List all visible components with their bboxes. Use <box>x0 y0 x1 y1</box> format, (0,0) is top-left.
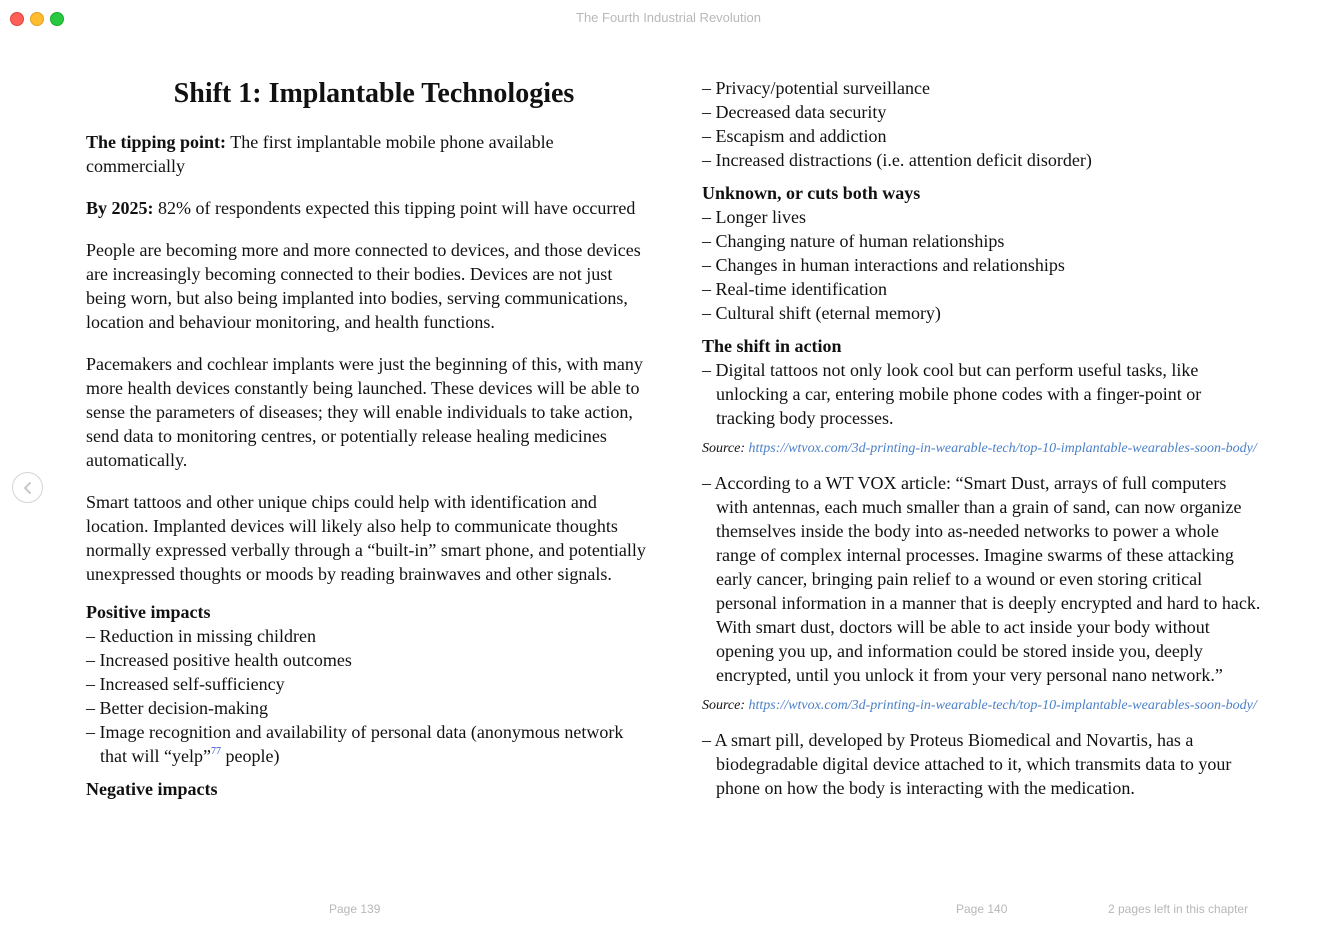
list-item: – Changes in human interactions and relationships <box>702 253 1262 277</box>
title-bar <box>0 0 1337 38</box>
left-page <box>86 76 646 801</box>
chapter-progress: 2 pages left in this chapter <box>1108 902 1249 916</box>
list-item <box>86 720 646 768</box>
unknown-impacts-section <box>702 181 1262 325</box>
negative-impacts-continued <box>702 76 1262 172</box>
footnote-link[interactable]: 77 <box>210 746 221 757</box>
list-item: – Reduction in missing children <box>86 624 646 648</box>
list-item: – Increased positive health outcomes <box>86 648 646 672</box>
tipping-point-text: The first implantable mobile phone available commercially <box>86 132 554 176</box>
shift-in-action-list <box>702 358 1262 430</box>
tipping-point-paragraph <box>86 130 646 178</box>
chapter-heading: Shift 1: Implantable Technologies <box>173 78 575 109</box>
negative-impacts-list <box>702 76 1262 172</box>
list-item: – Increased self-sufficiency <box>86 672 646 696</box>
body-paragraph: Pacemakers and cochlear implants were just the beginning of this, with many more health devices constantly being launched. These devices will be able to sense the parameters of diseases; they will enable individuals to take action, send data to monitoring centres, or potentially release healing medicines automatically. <box>86 354 643 470</box>
unknown-impacts-list <box>702 205 1262 325</box>
list-item: – Real-time identification <box>702 277 1262 301</box>
list-item: – Decreased data security <box>702 100 1262 124</box>
positive-impacts-section <box>86 600 646 768</box>
by-2025-paragraph <box>86 196 646 220</box>
list-item: – Escapism and addiction <box>702 124 1262 148</box>
shift-in-action-section <box>702 334 1262 800</box>
chevron-left-icon <box>22 481 34 495</box>
body-paragraph: People are becoming more and more connected to devices, and those devices are increasingly becoming connected to their bodies. Devices are not just being worn, but also being implanted into bodies, serving communications, location and behaviour monitoring, and health functions. <box>86 240 641 332</box>
source-citation <box>702 697 1262 714</box>
list-item: – Privacy/potential surveillance <box>702 76 1262 100</box>
list-item-text: Image recognition and availability of personal data (anonymous network that will “yelp” <box>99 722 624 766</box>
list-item: – Better decision-making <box>86 696 646 720</box>
by-2025-text: 82% of respondents expected this tipping point will have occurred <box>153 198 636 218</box>
by-2025-label: By 2025: <box>86 198 154 218</box>
window-title: The Fourth Industrial Revolution <box>576 10 761 25</box>
list-item: – Longer lives <box>702 205 1262 229</box>
list-item: – A smart pill, developed by Proteus Biomedical and Novartis, has a biodegradable digital device attached to it, which transmits data to your phone on how the body is interacting with the medication. <box>702 728 1262 800</box>
source-citation <box>702 440 1262 457</box>
positive-impacts-heading: Positive impacts <box>86 602 211 622</box>
body-paragraph: Smart tattoos and other unique chips could help with identification and location. Implanted devices will likely also help to communicate thoughts normally expressed verbally through a “built-in” smart phone, and potentially unexpressed thoughts or moods by reading brainwaves and other signals. <box>86 492 646 584</box>
shift-in-action-heading: The shift in action <box>702 336 842 356</box>
list-item: – Digital tattoos not only look cool but can perform useful tasks, like unlocking a car, entering mobile phone codes with a finger-point or tracking body processes. <box>702 358 1262 430</box>
list-item: – Changing nature of human relationships <box>702 229 1262 253</box>
positive-impacts-list <box>86 624 646 768</box>
shift-in-action-list <box>702 471 1262 687</box>
source-link[interactable]: https://wtvox.com/3d-printing-in-wearable-tech/top-10-implantable-wearables-soon-body/ <box>748 698 1257 713</box>
right-page-number: Page 140 <box>956 902 1008 916</box>
source-label: Source: <box>702 698 749 713</box>
tipping-point-label: The tipping point: <box>86 132 227 152</box>
negative-impacts-heading: Negative impacts <box>86 779 218 799</box>
shift-in-action-list <box>702 728 1262 800</box>
previous-page-button[interactable] <box>12 472 43 503</box>
list-item-text: people) <box>220 746 280 766</box>
list-item: – According to a WT VOX article: “Smart Dust, arrays of full computers with antennas, each much smaller than a grain of sand, can now organize themselves inside the body into as-needed networks to power a whole range of complex internal processes. Imagine swarms of these attacking early cancer, bringing pain relief to a wound or even storing critical personal information in a manner that is deeply encrypted and hard to hack. With smart dust, doctors will be able to act inside your body without opening you up, and information could be stored inside you, deeply encrypted, until you unlock it from your very personal nano network.” <box>702 471 1262 687</box>
list-item: – Cultural shift (eternal memory) <box>702 301 1262 325</box>
source-label: Source: <box>702 441 749 456</box>
left-page-number: Page 139 <box>329 902 381 916</box>
right-page <box>702 76 1262 800</box>
unknown-impacts-heading: Unknown, or cuts both ways <box>702 183 921 203</box>
list-item: – Increased distractions (i.e. attention deficit disorder) <box>702 148 1262 172</box>
source-link[interactable]: https://wtvox.com/3d-printing-in-wearable-tech/top-10-implantable-wearables-soon-body/ <box>748 441 1257 456</box>
